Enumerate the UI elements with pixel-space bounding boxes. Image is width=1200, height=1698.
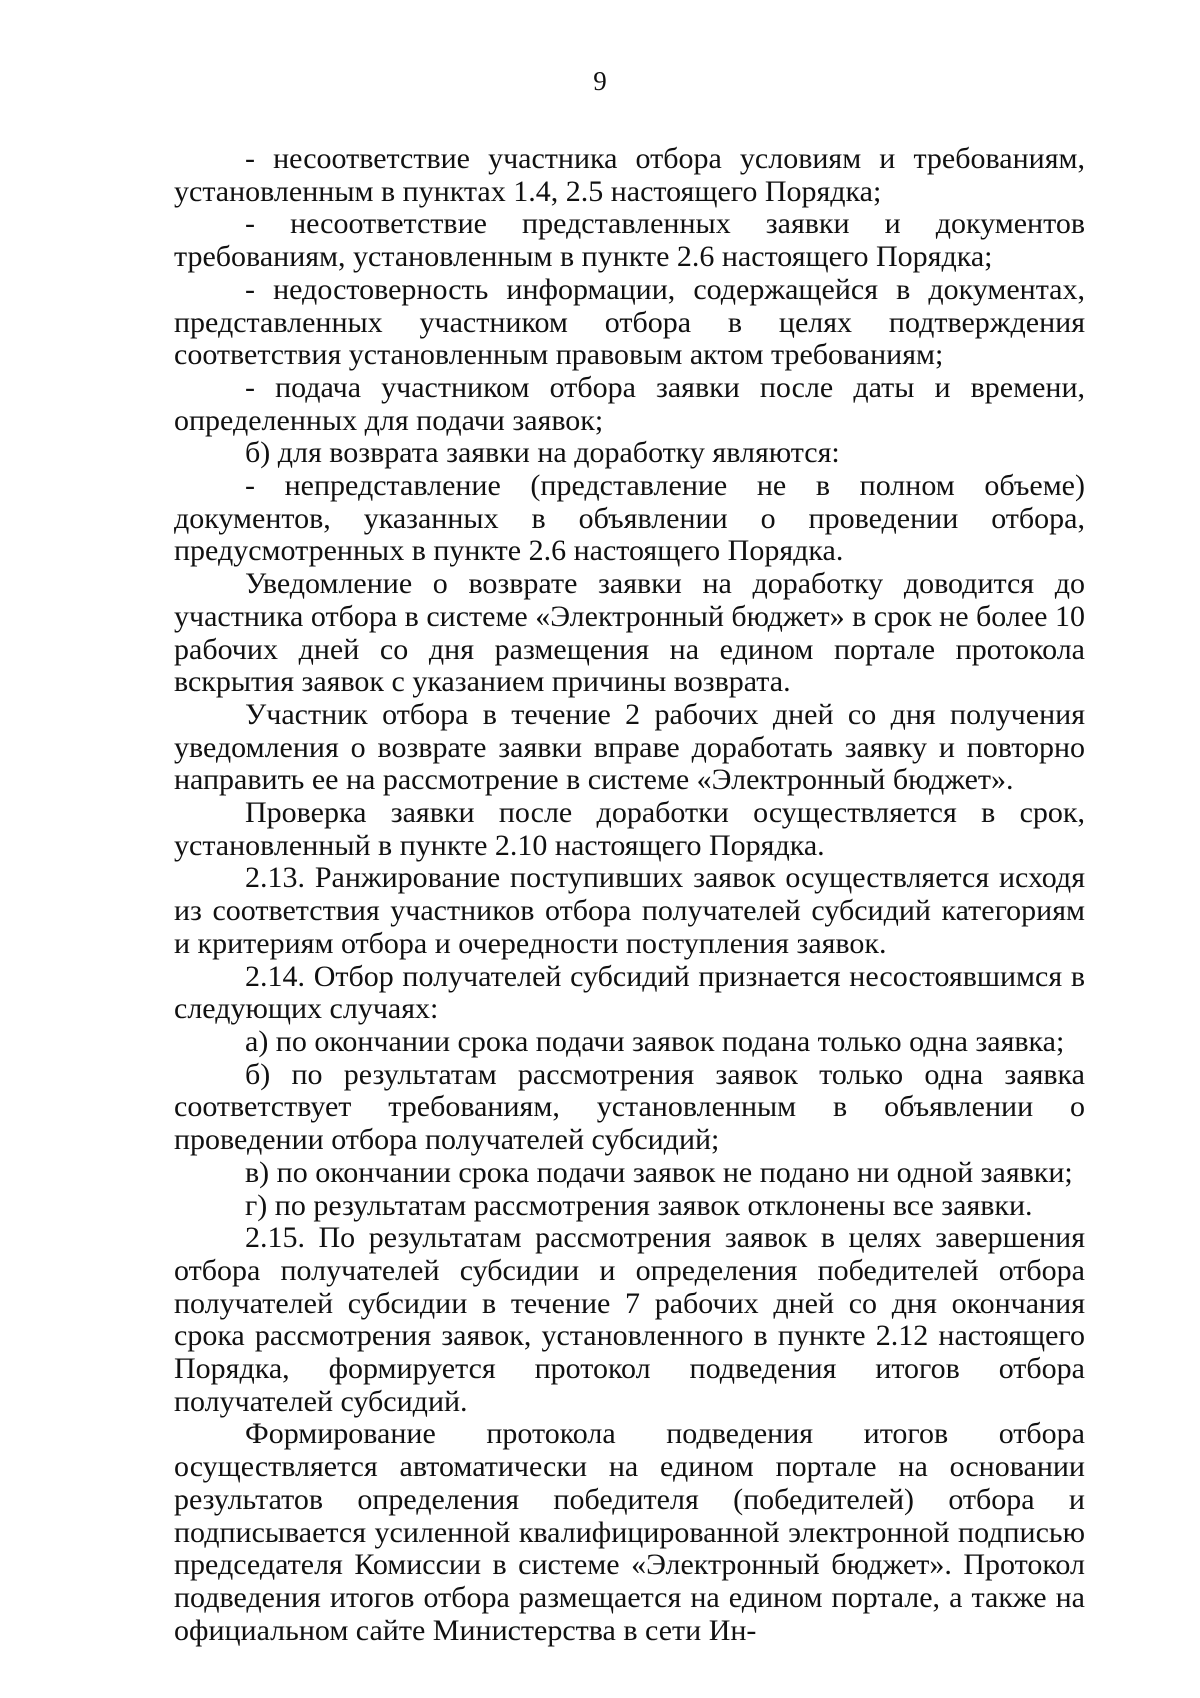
paragraph: б) для возврата заявки на доработку являются: <box>245 436 840 470</box>
paragraph: - недостоверность информации, содержащейся в документах, представленных участником отбора в целях подтверждения соответствия установленным правовым актом требованиям; <box>174 272 1085 372</box>
paragraph: 2.14. Отбор получателей субсидий признается несостоявшимся в следующих случаях: <box>174 959 1085 1026</box>
paragraph: - непредставление (представление не в полном объеме) документов, указанных в объявлении о проведении отбора, предусмотренных в пункте 2.6 настоящего Порядка. <box>174 469 1085 568</box>
paragraph: Формирование протокола подведения итогов отбора осуществляется автоматически на едином портале на основании результатов определения победителя (победителей) отбора и подписывается усиленной квалифицированной электронной подписью председателя Комиссии в системе «Электронный бюджет». Протокол подведения итогов отбора размещается на едином портале, а также на официальном сайте Министерства в сети Ин- <box>174 1417 1085 1647</box>
paragraph: б) по результатам рассмотрения заявок только одна заявка соответствует требованиям, установленным в объявлении о проведении отбора получателей субсидий; <box>174 1057 1085 1157</box>
paragraph: - несоответствие участника отбора условиям и требованиям, установленным в пунктах 1.4, 2.5 настоящего Порядка; <box>174 142 1085 208</box>
paragraph: г) по результатам рассмотрения заявок отклонены все заявки. <box>245 1188 1033 1222</box>
document-body <box>174 143 1085 1647</box>
paragraph: Проверка заявки после доработки осуществляется в срок, установленный в пункте 2.10 настоящего Порядка. <box>174 796 1085 862</box>
page-number: 9 <box>593 66 607 96</box>
paragraph: - подача участником отбора заявки после даты и времени, определенных для подачи заявок; <box>174 370 1085 437</box>
paragraph: Участник отбора в течение 2 рабочих дней со дня получения уведомления о возврате заявки вправе доработать заявку и повторно направить ее на рассмотрение в системе «Электронный бюджет». <box>174 697 1085 797</box>
paragraph: - несоответствие представленных заявки и документов требованиям, установленным в пункте 2.6 настоящего Порядка; <box>174 207 1085 274</box>
paragraph: а) по окончании срока подачи заявок подана только одна заявка; <box>245 1024 1065 1058</box>
paragraph: 2.15. По результатам рассмотрения заявок в целях завершения отбора получателей субсидии и определения победителей отбора получателей субсидии в течение 7 рабочих дней со дня окончания срока рассмотрения заявок, установленного в пункте 2.12 настоящего Порядка, формируется протокол подведения итогов отбора получателей субсидий. <box>174 1221 1085 1418</box>
paragraph: в) по окончании срока подачи заявок не подано ни одной заявки; <box>245 1155 1073 1189</box>
paragraph: 2.13. Ранжирование поступивших заявок осуществляется исходя из соответствия участников отбора получателей субсидий категориям и критериям отбора и очередности поступления заявок. <box>174 861 1085 960</box>
paragraph: Уведомление о возврате заявки на доработку доводится до участника отбора в системе «Электронный бюджет» в срок не более 10 рабочих дней со дня размещения на едином портале протокола вскрытия заявок с указанием причины возврата. <box>174 567 1085 699</box>
